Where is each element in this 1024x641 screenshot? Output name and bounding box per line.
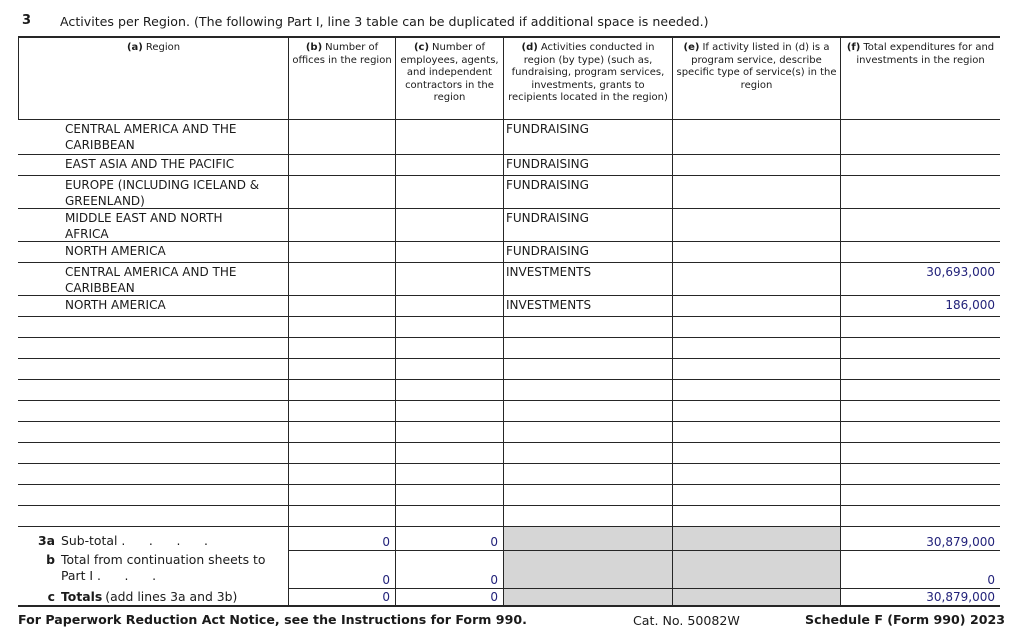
activity-cell	[503, 338, 672, 358]
service-type-cell	[672, 120, 840, 154]
service-type-cell	[672, 209, 840, 241]
employees-cell	[395, 317, 503, 337]
activity-cell	[503, 401, 672, 421]
subtotal-dot-leader: . . . .	[117, 533, 208, 548]
activities-per-region-table	[18, 36, 1000, 607]
table-row	[18, 296, 1000, 317]
service-type-cell	[672, 380, 840, 400]
empty-table-row	[18, 443, 1000, 464]
continuation-offices-value: 0	[288, 551, 395, 588]
continuation-expenditures-value: 0	[840, 551, 1000, 588]
region-cell	[18, 485, 288, 505]
empty-table-row	[18, 485, 1000, 506]
activity-cell	[503, 359, 672, 379]
offices-cell	[288, 317, 395, 337]
service-type-cell	[672, 464, 840, 484]
col-e-label: If activity listed in (d) is a program service, describe specific type of service(s) in the region	[676, 42, 837, 91]
table-body	[18, 120, 1000, 527]
table-row	[18, 263, 1000, 296]
employees-cell	[395, 155, 503, 175]
subtotal-offices-value: 0	[288, 527, 395, 550]
line-3b-marker: b	[46, 552, 55, 567]
totals-service-shaded-cell	[672, 589, 840, 605]
subtotal-service-shaded-cell	[672, 527, 840, 550]
service-type-cell	[672, 296, 840, 316]
continuation-label	[61, 552, 265, 583]
totals-label	[61, 589, 237, 604]
service-type-cell	[672, 506, 840, 526]
region-cell	[18, 380, 288, 400]
col-b-prefix: (b)	[305, 42, 323, 53]
offices-cell	[288, 338, 395, 358]
amount-cell	[840, 506, 1000, 526]
totals-offices-value: 0	[288, 589, 395, 605]
totals-label-bold: Totals	[61, 589, 103, 604]
page-title: Activites per Region. (The following Part I, line 3 table can be duplicated if additional space is needed.)	[60, 14, 709, 29]
table-row	[18, 155, 1000, 176]
subtotal-label	[61, 533, 208, 548]
service-type-cell	[672, 263, 840, 295]
column-header-region	[18, 38, 288, 119]
region-cell	[18, 464, 288, 484]
employees-cell	[395, 422, 503, 442]
col-d-prefix: (d)	[521, 42, 538, 53]
employees-cell	[395, 380, 503, 400]
amount-cell: 30,693,000	[840, 263, 1000, 295]
activity-cell	[503, 422, 672, 442]
offices-cell	[288, 485, 395, 505]
amount-cell	[840, 338, 1000, 358]
service-type-cell	[672, 401, 840, 421]
activity-cell: FUNDRAISING	[503, 209, 672, 241]
col-f-prefix: (f)	[846, 42, 861, 53]
amount-cell	[840, 176, 1000, 208]
empty-table-row	[18, 401, 1000, 422]
region-cell: MIDDLE EAST AND NORTH AFRICA	[65, 211, 223, 241]
empty-table-row	[18, 338, 1000, 359]
offices-cell	[288, 242, 395, 262]
employees-cell	[395, 176, 503, 208]
amount-cell	[840, 359, 1000, 379]
offices-cell	[288, 296, 395, 316]
subtotal-activities-shaded-cell	[503, 527, 672, 550]
region-cell	[18, 401, 288, 421]
offices-cell	[288, 263, 395, 295]
service-type-cell	[672, 242, 840, 262]
region-cell	[18, 422, 288, 442]
totals-activities-shaded-cell	[503, 589, 672, 605]
amount-cell	[840, 443, 1000, 463]
amount-cell	[840, 422, 1000, 442]
service-type-cell	[672, 485, 840, 505]
employees-cell	[395, 296, 503, 316]
region-cell	[18, 359, 288, 379]
region-cell: EUROPE (INCLUDING ICELAND & GREENLAND)	[65, 178, 260, 208]
continuation-employees-value: 0	[395, 551, 503, 588]
employees-cell	[395, 209, 503, 241]
offices-cell	[288, 120, 395, 154]
service-type-cell	[672, 155, 840, 175]
employees-cell	[395, 443, 503, 463]
subtotal-value-row	[288, 527, 1000, 551]
region-cell	[18, 506, 288, 526]
form-identifier: Schedule F (Form 990) 2023	[805, 612, 1005, 627]
activity-cell: FUNDRAISING	[503, 242, 672, 262]
page-footer	[0, 612, 1024, 632]
region-cell: NORTH AMERICA	[65, 244, 166, 258]
region-cell	[18, 317, 288, 337]
column-header-service-type	[672, 38, 840, 119]
line-number: 3	[22, 13, 32, 28]
service-type-cell	[672, 317, 840, 337]
line-3a-marker: 3a	[38, 533, 55, 548]
continuation-activities-shaded-cell	[503, 551, 672, 588]
offices-cell	[288, 155, 395, 175]
totals-section	[18, 527, 1000, 607]
totals-employees-value: 0	[395, 589, 503, 605]
col-b-label: Number of offices in the region	[292, 42, 392, 66]
region-cell: EAST ASIA AND THE PACIFIC	[65, 157, 235, 171]
offices-cell	[288, 464, 395, 484]
empty-table-row	[18, 422, 1000, 443]
totals-values	[288, 527, 1000, 605]
offices-cell	[288, 401, 395, 421]
totals-expenditures-value: 30,879,000	[840, 589, 1000, 605]
activity-cell	[503, 380, 672, 400]
continuation-label-row	[18, 551, 288, 589]
continuation-label-line1: Total from continuation sheets to	[61, 552, 266, 567]
activity-cell	[503, 464, 672, 484]
empty-table-row	[18, 464, 1000, 485]
region-cell: CENTRAL AMERICA AND THE CARIBBEAN	[65, 265, 237, 295]
service-type-cell	[672, 443, 840, 463]
table-row	[18, 176, 1000, 209]
region-cell	[18, 338, 288, 358]
subtotal-label-text: Sub-total	[61, 533, 118, 548]
table-row	[18, 209, 1000, 242]
amount-cell	[840, 380, 1000, 400]
continuation-service-shaded-cell	[672, 551, 840, 588]
offices-cell	[288, 443, 395, 463]
totals-value-row	[288, 589, 1000, 605]
subtotal-label-row	[18, 527, 288, 551]
continuation-value-row	[288, 551, 1000, 589]
employees-cell	[395, 506, 503, 526]
activity-cell	[503, 443, 672, 463]
amount-cell	[840, 209, 1000, 241]
empty-table-row	[18, 380, 1000, 401]
totals-label-row	[18, 589, 288, 605]
col-a-prefix: (a)	[126, 42, 143, 53]
offices-cell	[288, 422, 395, 442]
amount-cell	[840, 155, 1000, 175]
col-f-label: Total expenditures for and investments in the region	[856, 42, 995, 66]
continuation-label-line2: Part I . . .	[61, 567, 157, 583]
activity-cell: INVESTMENTS	[503, 263, 672, 295]
offices-cell	[288, 209, 395, 241]
employees-cell	[395, 485, 503, 505]
activity-cell	[503, 317, 672, 337]
service-type-cell	[672, 338, 840, 358]
activity-cell	[503, 485, 672, 505]
col-a-label: Region	[145, 42, 181, 53]
col-d-label: Activities conducted in region (by type) (such as, fundraising, program services, investments, grants to recipients located in the region)	[508, 42, 668, 104]
col-e-prefix: (e)	[683, 42, 700, 53]
activity-cell: FUNDRAISING	[503, 176, 672, 208]
totals-label-rest: (add lines 3a and 3b)	[105, 589, 238, 604]
offices-cell	[288, 380, 395, 400]
region-cell: CENTRAL AMERICA AND THE CARIBBEAN	[65, 122, 237, 152]
amount-cell	[840, 485, 1000, 505]
amount-cell: 186,000	[840, 296, 1000, 316]
region-cell: NORTH AMERICA	[65, 298, 166, 312]
column-header-activities	[503, 38, 672, 119]
amount-cell	[840, 401, 1000, 421]
employees-cell	[395, 120, 503, 154]
employees-cell	[395, 401, 503, 421]
col-c-label: Number of employees, agents, and independent contractors in the region	[400, 42, 499, 104]
amount-cell	[840, 317, 1000, 337]
line-3c-marker: c	[47, 589, 55, 604]
column-header-expenditures	[840, 38, 1000, 119]
service-type-cell	[672, 359, 840, 379]
amount-cell	[840, 120, 1000, 154]
table-row	[18, 120, 1000, 155]
catalog-number: Cat. No. 50082W	[633, 613, 740, 628]
employees-cell	[395, 263, 503, 295]
column-header-offices	[288, 38, 395, 119]
amount-cell	[840, 242, 1000, 262]
col-c-prefix: (c)	[413, 42, 430, 53]
subtotal-expenditures-value: 30,879,000	[840, 527, 1000, 550]
totals-labels	[18, 527, 288, 605]
activity-cell: FUNDRAISING	[503, 155, 672, 175]
activity-cell: FUNDRAISING	[503, 120, 672, 154]
table-row	[18, 242, 1000, 263]
column-header-employees	[395, 38, 503, 119]
offices-cell	[288, 506, 395, 526]
activity-cell: INVESTMENTS	[503, 296, 672, 316]
activity-cell	[503, 506, 672, 526]
offices-cell	[288, 359, 395, 379]
region-cell	[18, 443, 288, 463]
paperwork-reduction-notice: For Paperwork Reduction Act Notice, see the Instructions for Form 990.	[18, 612, 527, 627]
employees-cell	[395, 359, 503, 379]
empty-table-row	[18, 359, 1000, 380]
service-type-cell	[672, 422, 840, 442]
offices-cell	[288, 176, 395, 208]
employees-cell	[395, 464, 503, 484]
table-header-row	[18, 36, 1000, 120]
service-type-cell	[672, 176, 840, 208]
subtotal-employees-value: 0	[395, 527, 503, 550]
empty-table-row	[18, 506, 1000, 527]
empty-table-row	[18, 317, 1000, 338]
employees-cell	[395, 338, 503, 358]
employees-cell	[395, 242, 503, 262]
amount-cell	[840, 464, 1000, 484]
